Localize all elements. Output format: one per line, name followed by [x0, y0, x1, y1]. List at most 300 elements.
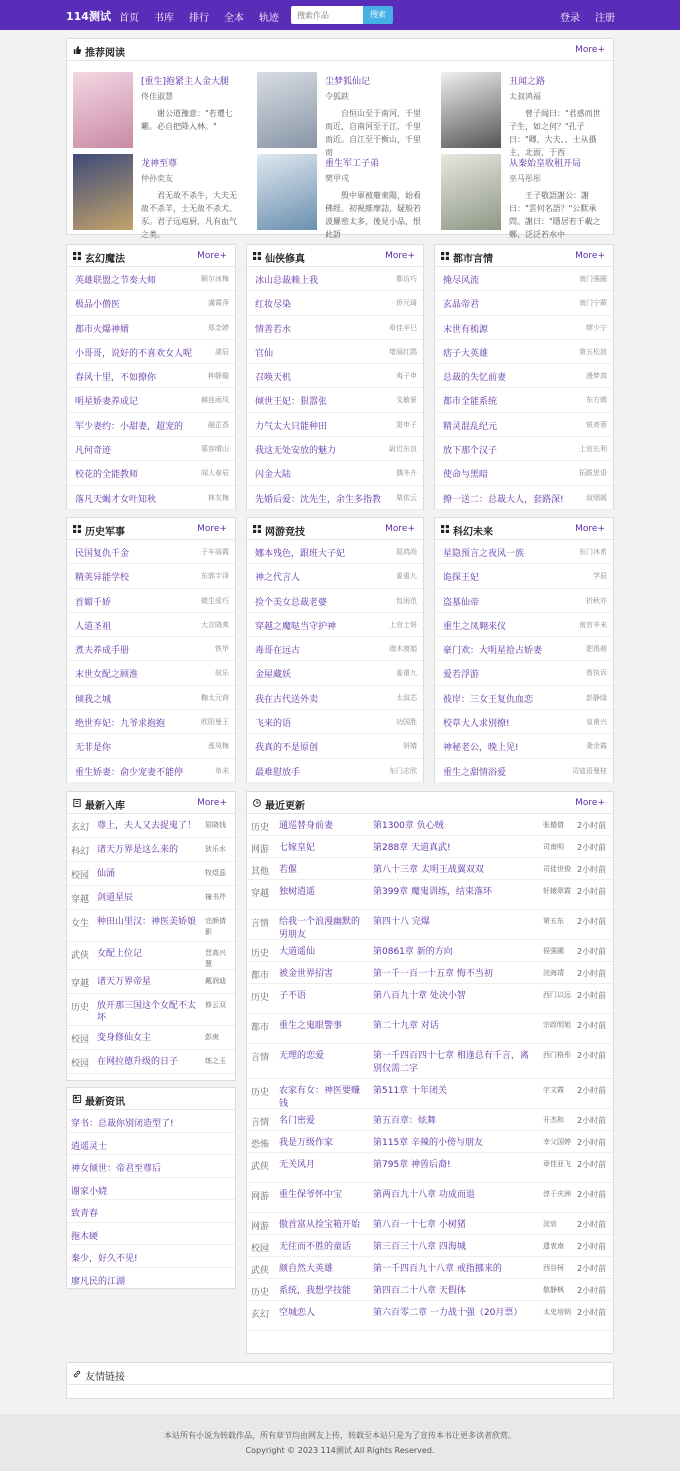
chapter-link[interactable]: 第399章 魔鬼训练，结束落环 [373, 887, 493, 897]
book-row[interactable] [247, 486, 423, 510]
nav-rank[interactable]: 排行 [189, 13, 209, 24]
update-row[interactable] [247, 1213, 613, 1235]
book-row[interactable] [247, 316, 423, 340]
book-title[interactable]: 我是万级作家 [279, 1138, 334, 1148]
chapter-link[interactable]: 第511章 十年闭关 [373, 1086, 448, 1096]
book-title[interactable]: 金屋藏妖 [255, 670, 292, 681]
book-title[interactable]: 痞子大英雄 [443, 348, 489, 359]
book-title[interactable]: 闪金大陆 [255, 470, 292, 481]
book-cover[interactable] [257, 154, 317, 230]
category-more-link[interactable]: More+ [197, 524, 227, 534]
book-row[interactable] [435, 316, 613, 340]
book-row[interactable] [247, 413, 423, 437]
book-row[interactable] [435, 661, 613, 685]
book-author: 太叔芯 [396, 693, 417, 702]
book-title[interactable]: 玄晶帝君 [443, 300, 480, 311]
book-title[interactable]: 变身修仙女主 [97, 1033, 152, 1043]
book-title[interactable]: 傲首富从捡宝箱开始 [279, 1220, 361, 1230]
book-title[interactable]: 冰山总裁赖上我 [255, 276, 319, 286]
chapter-link[interactable]: 第四十八 完爆 [373, 917, 430, 927]
book-row[interactable] [435, 461, 613, 485]
book-title[interactable]: 力气太大只能种田 [255, 421, 328, 432]
book-title[interactable]: 大道遥仙 [279, 947, 316, 957]
category-header [435, 518, 613, 540]
book-row[interactable] [435, 759, 613, 783]
news-item[interactable] [67, 1178, 235, 1201]
book-author: 折秋亦 [586, 596, 607, 605]
book-row[interactable] [67, 388, 235, 412]
book-row[interactable] [435, 686, 613, 710]
book-title[interactable]: 末世有梳源 [443, 324, 489, 335]
book-title[interactable]: 丑闻之路 [509, 77, 546, 87]
book-author: 樊甲戌 [325, 174, 349, 183]
book-title[interactable]: 诡探王妃 [443, 573, 480, 584]
book-row[interactable] [247, 364, 423, 388]
book-title[interactable]: 明星娇妻养成记 [75, 397, 139, 408]
update-row[interactable] [247, 1183, 613, 1213]
chapter-link[interactable]: 第0861章 新的方向 [373, 947, 453, 957]
book-title[interactable]: 春风十里，不如撩你 [75, 373, 157, 384]
book-title[interactable]: 系统，我想学技能 [279, 1286, 352, 1296]
category-more-link[interactable]: More+ [575, 524, 605, 534]
book-title[interactable]: 颜自然大英雄 [279, 1264, 334, 1274]
update-time: 2小时前 [577, 969, 607, 978]
chapter-link[interactable]: 第二十九章 对话 [373, 1021, 439, 1031]
update-row[interactable] [247, 1079, 613, 1109]
book-title[interactable]: 重生保爷怀中宝 [279, 1190, 343, 1200]
update-row[interactable] [247, 1014, 613, 1044]
category-more-link[interactable]: More+ [385, 524, 415, 534]
book-title[interactable]: 先婚后爱：沈先生，余生多指教 [255, 494, 382, 505]
book-title[interactable]: 最难慰放手 [255, 767, 301, 778]
book-category: 穿越 [71, 979, 90, 989]
book-row[interactable] [435, 589, 613, 613]
book-title[interactable]: 都市火爆神婿 [75, 324, 130, 335]
recommend-item[interactable] [257, 154, 421, 239]
book-row[interactable] [67, 710, 235, 734]
book-row[interactable] [247, 437, 423, 461]
nav-history[interactable]: 轨迹 [259, 13, 279, 24]
book-author: 郑念婷 [208, 323, 229, 332]
book-title[interactable]: 空城恋人 [279, 1308, 316, 1318]
updates-more-link[interactable]: More+ [575, 798, 605, 808]
book-row[interactable] [247, 734, 423, 758]
book-title[interactable]: 诸天万界帝星 [97, 977, 152, 987]
book-category: 穿越 [251, 889, 270, 899]
book-row[interactable] [247, 710, 423, 734]
category-panel [434, 244, 614, 510]
site-logo[interactable]: 114测试 [66, 10, 111, 23]
new-book-row[interactable] [67, 994, 235, 1026]
book-row[interactable] [247, 461, 423, 485]
book-cover[interactable] [257, 72, 317, 148]
book-title[interactable]: 飞来的语 [255, 719, 292, 730]
news-title[interactable]: 神女倾世：帝君至尊后 [71, 1164, 162, 1174]
update-row[interactable] [247, 858, 613, 880]
chapter-link[interactable]: 第115章 辛辣的小傍与朋友 [373, 1138, 484, 1148]
book-title[interactable]: 被金世界招害 [279, 969, 334, 979]
update-row[interactable] [247, 1153, 613, 1183]
recommend-item[interactable] [73, 154, 237, 239]
chapter-link[interactable]: 第三百三十八章 四海城 [373, 1242, 466, 1252]
book-title[interactable]: 捡个美女总裁老婆 [255, 597, 328, 608]
book-cover[interactable] [441, 72, 501, 148]
book-row[interactable] [67, 340, 235, 364]
book-title[interactable]: 官仙 [255, 348, 274, 359]
register-link[interactable]: 注册 [595, 13, 615, 24]
chapter-link[interactable]: 第四百二十八章 天假体 [373, 1286, 466, 1296]
book-row[interactable] [67, 461, 235, 485]
update-time: 2小时前 [577, 865, 607, 874]
book-category: 穿越 [71, 895, 90, 905]
book-title[interactable]: 无理的恋爱 [279, 1051, 325, 1061]
book-title[interactable]: 娜本残色，跟班大子妃 [255, 549, 346, 559]
news-title[interactable]: 穿书：总裁你别闭造型了! [71, 1119, 174, 1129]
book-row[interactable] [435, 734, 613, 758]
book-title[interactable]: 穿越之魔哒当守护神 [255, 621, 337, 632]
book-title[interactable]: 爱若浮游 [443, 670, 480, 681]
chapter-link[interactable]: 第两百九十八章 功成而退 [373, 1190, 475, 1200]
book-title[interactable]: 落凡天蝎才女叶知秋 [75, 494, 157, 505]
login-link[interactable]: 登录 [560, 13, 580, 24]
search-input[interactable] [291, 6, 363, 24]
nav-library[interactable]: 书库 [154, 13, 174, 24]
new-book-row[interactable] [67, 886, 235, 910]
book-title[interactable]: 撩一送二：总裁大人，套路深! [443, 494, 564, 505]
book-row[interactable] [247, 564, 423, 588]
book-title[interactable]: 总裁的失忆前妻 [443, 373, 507, 384]
book-row[interactable] [67, 734, 235, 758]
search-button[interactable]: 搜索 [363, 6, 393, 24]
book-title[interactable]: 极品小僧医 [75, 300, 121, 311]
news-title[interactable]: 廖凡民的江湖 [71, 1276, 126, 1287]
book-row[interactable] [247, 388, 423, 412]
new-book-row[interactable] [67, 814, 235, 838]
book-title[interactable]: 人道圣祖 [75, 621, 112, 632]
book-row[interactable] [67, 613, 235, 637]
news-item[interactable] [67, 1200, 235, 1223]
nav-complete[interactable]: 全本 [224, 13, 244, 24]
book-title[interactable]: 绝世弃妃：九爷求抱抱 [75, 719, 166, 730]
news-header [67, 1088, 235, 1110]
book-title[interactable]: 放开那三国这个女配不太坏 [97, 1001, 197, 1023]
news-item[interactable] [67, 1245, 235, 1268]
book-cover[interactable] [73, 72, 133, 148]
book-row[interactable] [435, 637, 613, 661]
book-author: 功国胜 [396, 718, 417, 727]
book-title[interactable]: 星隐预言之夜风一族 [443, 549, 525, 559]
news-item[interactable] [67, 1133, 235, 1156]
book-author: 西谷柯 [543, 1264, 564, 1272]
book-title[interactable]: 英雄联盟之节奏大师 [75, 276, 157, 286]
book-row[interactable] [67, 364, 235, 388]
chapter-link[interactable]: 第八十三章 太明王战翼双双 [373, 865, 484, 875]
new-book-row[interactable] [67, 970, 235, 994]
news-title[interactable]: 致青春 [71, 1209, 99, 1219]
book-cover[interactable] [441, 154, 501, 230]
new-book-row[interactable] [67, 1026, 235, 1050]
book-category: 网游 [251, 1192, 270, 1202]
chapter-link[interactable]: 第一千四百四十七章 相逢总有千言，离别仅需二字 [373, 1051, 529, 1074]
update-row[interactable] [247, 1044, 613, 1079]
book-row[interactable] [435, 364, 613, 388]
book-title[interactable]: 召唤天机 [255, 373, 292, 384]
book-title[interactable]: 重生之凤翱来仪 [443, 621, 507, 632]
update-row[interactable] [247, 910, 613, 940]
book-category: 武侠 [251, 1266, 270, 1276]
footer [0, 1414, 680, 1471]
new-book-row[interactable] [67, 1050, 235, 1074]
book-title[interactable]: 精灵混乱纪元 [443, 421, 498, 432]
book-title[interactable]: 凡何奇迹 [75, 446, 112, 457]
book-row[interactable] [67, 437, 235, 461]
book-row[interactable] [247, 686, 423, 710]
book-author: 微生爱巧 [201, 596, 229, 605]
book-row[interactable] [67, 564, 235, 588]
book-row[interactable] [247, 540, 423, 564]
book-row[interactable] [435, 540, 613, 564]
book-row[interactable] [435, 486, 613, 510]
book-row[interactable] [67, 540, 235, 564]
chapter-link[interactable]: 第六百零二章 一力战十强（20月票） [373, 1308, 523, 1318]
update-row[interactable] [247, 880, 613, 910]
category-header [435, 245, 613, 267]
book-title[interactable]: 彼岸：三女王复仇血恋 [443, 694, 534, 705]
book-row[interactable] [435, 437, 613, 461]
recommend-item[interactable] [257, 72, 421, 157]
chapter-link[interactable]: 第八百九十章 处决小智 [373, 991, 466, 1001]
book-title[interactable]: 末世女配之顾淮 [75, 670, 139, 681]
recommend-header [67, 39, 613, 61]
new-book-row[interactable] [67, 910, 235, 942]
update-row[interactable] [247, 1131, 613, 1153]
book-title[interactable]: 名门密爱 [279, 1116, 316, 1126]
news-title[interactable]: 谢家小娆 [71, 1186, 108, 1197]
book-title[interactable]: 尘梦狐仙记 [325, 77, 371, 87]
new-books-title: 最新入库 [85, 801, 125, 812]
book-title[interactable]: 女配上位记 [97, 949, 143, 959]
chapter-link[interactable]: 第795章 神兽后裔! [373, 1160, 451, 1170]
book-row[interactable] [67, 413, 235, 437]
book-title[interactable]: 仙涌 [97, 869, 116, 879]
book-category: 网游 [251, 845, 270, 855]
book-title[interactable]: 在网拉德升级的日子 [97, 1057, 179, 1067]
book-title[interactable]: 从秦始皇收租开局 [509, 159, 582, 169]
update-row[interactable] [247, 814, 613, 836]
book-category: 都市 [251, 1023, 270, 1033]
book-row[interactable] [67, 291, 235, 315]
category-more-link[interactable]: More+ [575, 251, 605, 261]
book-author: 太叔鸿福 [509, 92, 541, 101]
book-row[interactable] [67, 759, 235, 783]
book-author: 闻人春辰 [201, 469, 229, 478]
book-row[interactable] [435, 291, 613, 315]
book-title[interactable]: 无关风月 [279, 1160, 316, 1170]
book-author: 皇甫兴 [586, 718, 607, 727]
book-title[interactable]: 重生之鬼眼警事 [279, 1021, 343, 1031]
new-book-row[interactable] [67, 862, 235, 886]
book-author: 林友梅 [208, 493, 229, 502]
book-title[interactable]: 重生娇妻：俞少宠妻不能停 [75, 767, 184, 778]
book-title[interactable]: 诸天万界是这么来的 [97, 845, 179, 855]
book-title[interactable]: 重生军工子弟 [325, 159, 380, 169]
book-title[interactable]: 军少妻约：小甜妻，超宠的 [75, 421, 184, 432]
book-title[interactable]: 校草大人求别撩! [443, 719, 510, 730]
book-row[interactable] [67, 486, 235, 510]
chapter-link[interactable]: 第1300章 负心贼 [373, 821, 444, 831]
update-row[interactable] [247, 1257, 613, 1279]
update-row[interactable] [247, 1301, 613, 1331]
book-title[interactable]: 红妆尽染 [255, 300, 292, 311]
book-title[interactable]: 我这无处安放的魅力 [255, 446, 337, 457]
book-title[interactable]: 重生之甜情浴爱 [443, 767, 507, 778]
book-cover[interactable] [73, 154, 133, 230]
friend-links-header [67, 1363, 613, 1385]
book-title[interactable]: 民国复仇千金 [75, 549, 130, 559]
news-title[interactable]: 逍遥灵士 [71, 1141, 108, 1152]
book-title[interactable]: 盗墓仙帝 [443, 597, 480, 608]
recommend-more-link[interactable]: More+ [575, 45, 605, 55]
news-title[interactable]: 拖木硬 [71, 1231, 99, 1242]
chapter-link[interactable]: 第一千一百一十五章 悔不当初 [373, 969, 493, 979]
updates-header [247, 792, 613, 814]
book-title[interactable]: 校花的全能教师 [75, 470, 139, 481]
book-author: 大言晓爽 [201, 620, 229, 629]
book-row[interactable] [435, 413, 613, 437]
recommend-item[interactable] [441, 154, 601, 239]
book-row[interactable] [435, 613, 613, 637]
book-row[interactable] [435, 267, 613, 291]
category-more-link[interactable]: More+ [385, 251, 415, 261]
book-title[interactable]: 种田山里汉：神医美娇娘 [97, 917, 197, 927]
top-navbar [0, 0, 680, 30]
book-title[interactable]: 独树逍遥 [279, 887, 316, 897]
book-title[interactable]: 通巡替身前妻 [279, 821, 334, 831]
book-title[interactable]: [重生]抱紧主人金大腿 [141, 77, 230, 87]
category-header [67, 245, 235, 267]
book-title[interactable]: 七嫁皇妃 [279, 843, 316, 853]
update-row[interactable] [247, 1279, 613, 1301]
chapter-link[interactable]: 第288章 天道真武! [373, 843, 451, 853]
book-title[interactable]: 煮夫养成手册 [75, 646, 130, 657]
book-title[interactable]: 使命与黑暗 [443, 470, 489, 481]
book-title[interactable]: 无往而不胜的童话 [279, 1242, 352, 1252]
book-title[interactable]: 若偃 [279, 865, 298, 875]
thumbs-up-icon [73, 46, 81, 54]
nav-home[interactable]: 首页 [119, 13, 139, 24]
book-title[interactable]: 龙神至尊 [141, 159, 178, 169]
book-row[interactable] [435, 710, 613, 734]
book-row[interactable] [247, 291, 423, 315]
update-row[interactable] [247, 984, 613, 1014]
book-title[interactable]: 毒哥在远古 [255, 646, 301, 657]
book-author: 子车丽霞 [201, 548, 229, 556]
book-title[interactable]: 精英异能学校 [75, 573, 130, 584]
book-author: 单未 [215, 766, 229, 775]
book-row[interactable] [247, 340, 423, 364]
news-item[interactable] [67, 1155, 235, 1178]
book-title[interactable]: 农家有女：神医要赚钱 [279, 1086, 361, 1109]
book-category: 其他 [251, 867, 270, 877]
book-author: 漫梦真 [586, 372, 607, 381]
news-title[interactable]: 秦少，好久不见! [71, 1254, 138, 1264]
book-row[interactable] [67, 661, 235, 685]
new-book-row[interactable] [67, 942, 235, 970]
book-title[interactable]: 我在古代送外卖 [255, 694, 319, 705]
book-title[interactable]: 都市全能系统 [443, 397, 498, 408]
book-author: 叔烟媛 [586, 493, 607, 502]
book-title[interactable]: 放下那个汉子 [443, 446, 498, 457]
book-title[interactable]: 首媚千娇 [75, 597, 112, 608]
category-more-link[interactable]: More+ [197, 251, 227, 261]
book-author: 司徒世俊 [543, 865, 571, 873]
update-row[interactable] [247, 836, 613, 858]
book-row[interactable] [67, 637, 235, 661]
book-row[interactable] [435, 388, 613, 412]
recommend-item[interactable] [441, 72, 601, 157]
book-title[interactable]: 尊上，夫人又去捉鬼了！ [97, 821, 197, 831]
chapter-link[interactable]: 第一千四百九十八章 戒指挪来的 [373, 1264, 502, 1274]
news-title: 最新资讯 [85, 1097, 125, 1108]
update-row[interactable] [247, 940, 613, 962]
update-row[interactable] [247, 1235, 613, 1257]
book-row[interactable] [247, 661, 423, 685]
chapter-link[interactable]: 第五百章：炫舞 [373, 1116, 437, 1126]
book-row[interactable] [67, 686, 235, 710]
news-panel [66, 1087, 236, 1289]
book-title[interactable]: 给我一个浪漫幽默的男朋友 [279, 917, 361, 940]
book-row[interactable] [67, 316, 235, 340]
book-row[interactable] [67, 267, 235, 291]
book-row[interactable] [435, 340, 613, 364]
news-item[interactable] [67, 1110, 235, 1133]
book-row[interactable] [247, 759, 423, 783]
news-item[interactable] [67, 1223, 235, 1246]
book-title[interactable]: 子不语 [279, 991, 307, 1001]
news-item[interactable] [67, 1268, 235, 1291]
book-title[interactable]: 小哥哥，说好的不喜欢女人呢 [75, 348, 193, 359]
book-title[interactable]: 无非是你 [75, 743, 112, 754]
book-title[interactable]: 豪门欢：大明星抢占娇妻 [443, 646, 543, 657]
grid-icon [73, 252, 81, 260]
book-title[interactable]: 倾我之城 [75, 694, 112, 705]
book-title[interactable]: 倾世王妃：狠嚣张 [255, 397, 328, 408]
book-title[interactable]: 神之代言人 [255, 573, 301, 584]
book-title[interactable]: 掩尽风流 [443, 276, 480, 286]
book-title[interactable]: 神秘老公，晚上见! [443, 743, 519, 754]
book-author: 修云双 [205, 1001, 226, 1009]
new-books-more-link[interactable]: More+ [197, 798, 227, 808]
book-title[interactable]: 我真的不是原创 [255, 743, 319, 754]
recommend-item[interactable] [73, 72, 231, 152]
book-row[interactable] [247, 637, 423, 661]
book-desc: 殷中軍被廢東陽，始看佛經。初視維摩詰，疑般若波羅密太多，後見小品，恨此語 [325, 191, 421, 239]
book-row[interactable] [67, 589, 235, 613]
book-author: 涨凤梅 [208, 742, 229, 751]
chapter-link[interactable]: 第八百一十七章 小树猪 [373, 1220, 466, 1230]
book-row[interactable] [247, 267, 423, 291]
book-title[interactable]: 情善若水 [255, 324, 292, 335]
book-row[interactable] [247, 589, 423, 613]
book-author: 妻余霞 [586, 742, 607, 751]
book-row[interactable] [247, 613, 423, 637]
book-row[interactable] [435, 564, 613, 588]
update-time: 2小时前 [577, 843, 607, 852]
update-row[interactable] [247, 1109, 613, 1131]
book-title[interactable]: 剑道星辰 [97, 893, 134, 903]
update-row[interactable] [247, 962, 613, 984]
new-book-row[interactable] [67, 838, 235, 862]
